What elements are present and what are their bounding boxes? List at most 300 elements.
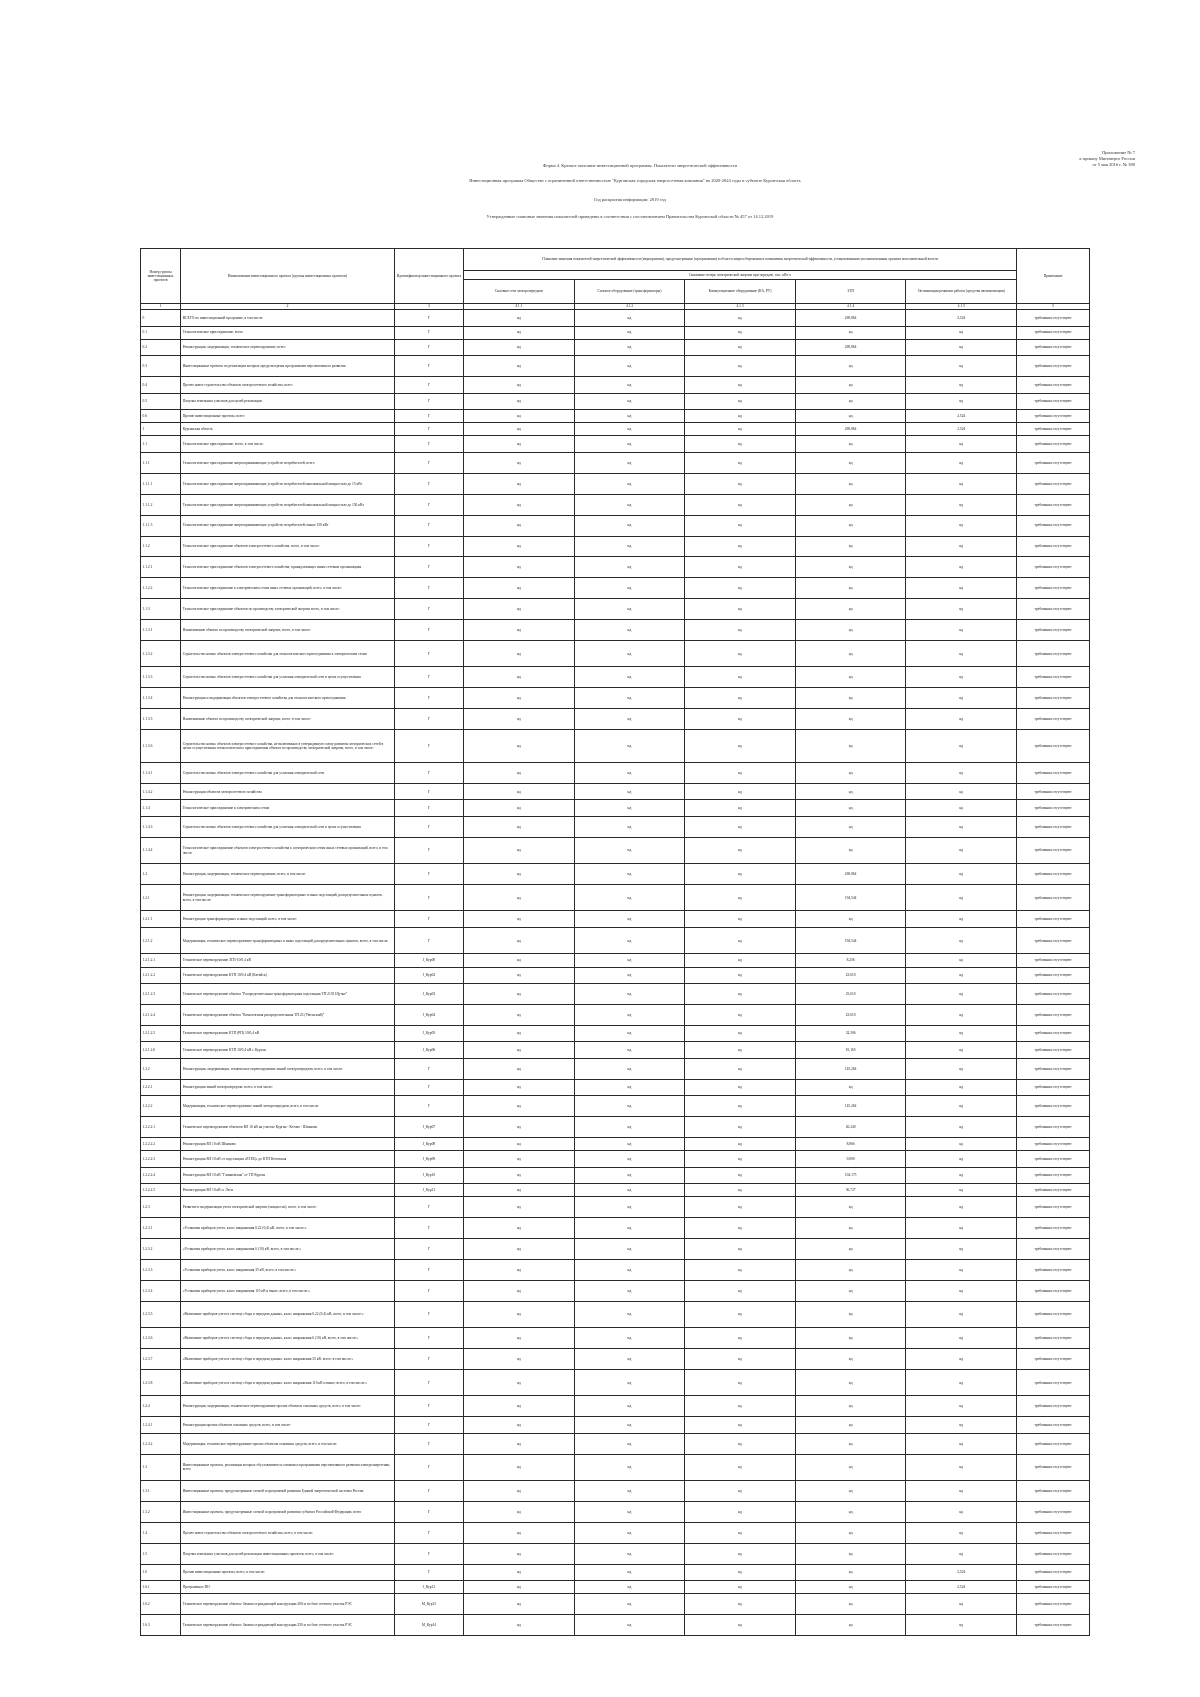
row-value-c2: нд — [574, 436, 685, 453]
table-row — [141, 1396, 1090, 1417]
row-id: Г — [394, 1501, 463, 1522]
row-value-c3: нд — [685, 864, 796, 885]
row-name: Реконструкция, модернизация, техническое перевооружение трансформаторных и иных подстанций, распределительных пунктов, всего, в том числе: — [181, 885, 395, 911]
row-value-c3: нд — [685, 984, 796, 1005]
row-value-c1: нд — [464, 1301, 575, 1327]
row-value-c5: нд — [906, 620, 1017, 641]
row-id: J_Кур12 — [394, 1581, 463, 1594]
row-name: Модернизация, техническое перевооружение прочих объектов основных средств, всего, в том числе: — [181, 1433, 395, 1454]
row-value-c1: нд — [464, 1417, 575, 1434]
row-value-c5: нд — [906, 667, 1017, 688]
row-note: требования отсутствуют — [1017, 1543, 1090, 1564]
row-value-c2: нд — [574, 783, 685, 800]
row-value-c4: нд — [795, 1396, 906, 1417]
row-value-c1: нд — [464, 984, 575, 1005]
row-value-c1: нд — [464, 1522, 575, 1543]
approval-line-3: от 5 мая 2016 г. № 380 — [1092, 162, 1135, 167]
row-note: требования отсутствуют — [1017, 1280, 1090, 1301]
row-number: 1.2.1.2.5 — [141, 1025, 181, 1042]
row-value-c2: нд — [574, 599, 685, 620]
row-id: Г — [394, 1328, 463, 1349]
row-value-c5: 2,524 — [906, 1581, 1017, 1594]
row-id: Г — [394, 1564, 463, 1581]
row-value-c3: нд — [685, 1594, 796, 1615]
row-value-c5: нд — [906, 709, 1017, 730]
row-value-c2: нд — [574, 763, 685, 784]
row-value-c5: нд — [906, 730, 1017, 763]
row-value-c5: нд — [906, 393, 1017, 410]
row-id: Г — [394, 1058, 463, 1079]
row-number: 1.2.1.2.2 — [141, 967, 181, 984]
row-name: Модернизация, техническое перевооружение линий электропередачи, всего, в том числе: — [181, 1096, 395, 1117]
row-name: Реконструкция, модернизация, техническое перевооружение прочих объектов основных средств, всего, в том числе: — [181, 1396, 395, 1417]
row-value-c2: нд — [574, 1079, 685, 1096]
row-value-c5: нд — [906, 1151, 1017, 1168]
row-value-c1: нд — [464, 783, 575, 800]
row-value-c5: нд — [906, 1301, 1017, 1327]
row-note: требования отсутствуют — [1017, 1004, 1090, 1025]
row-name: Реконструкция, модернизация, техническое перевооружение, всего, в том числе: — [181, 864, 395, 885]
row-note: требования отсутствуют — [1017, 620, 1090, 641]
row-value-c4: нд — [795, 1501, 906, 1522]
row-value-c3: нд — [685, 452, 796, 473]
row-value-c4: нд — [795, 1433, 906, 1454]
row-value-c5: нд — [906, 1004, 1017, 1025]
row-value-c2: нд — [574, 1151, 685, 1168]
row-name: Техническое перевооружение объекта "Комплектная распределительная ТП 23 (Увельский)" — [181, 1004, 395, 1025]
row-value-c1: нд — [464, 310, 575, 327]
row-note: требования отсутствуют — [1017, 800, 1090, 817]
row-value-c3: нд — [685, 763, 796, 784]
table-row — [141, 410, 1090, 423]
row-value-c3: нд — [685, 1239, 796, 1260]
row-value-c2: нд — [574, 1058, 685, 1079]
row-value-c2: нд — [574, 310, 685, 327]
row-name: Реконструкция линий электропередачи, всего, в том числе: — [181, 1079, 395, 1096]
row-value-c1: нд — [464, 1349, 575, 1370]
row-id: Г — [394, 1454, 463, 1480]
row-id: Г — [394, 730, 463, 763]
row-note: требования отсутствуют — [1017, 911, 1090, 928]
row-value-c5: нд — [906, 927, 1017, 953]
row-value-c4: 36,727 — [795, 1184, 906, 1197]
row-value-c3: нд — [685, 578, 796, 599]
row-note: требования отсутствуют — [1017, 1454, 1090, 1480]
row-value-c2: нд — [574, 954, 685, 967]
row-value-c5: нд — [906, 1501, 1017, 1522]
table-row — [141, 377, 1090, 394]
table-row — [141, 864, 1090, 885]
row-value-c1: нд — [464, 515, 575, 536]
row-number: 0.5 — [141, 393, 181, 410]
row-note: требования отсутствуют — [1017, 536, 1090, 557]
row-number: 1.1.4.4 — [141, 837, 181, 863]
row-value-c3: нд — [685, 1218, 796, 1239]
row-value-c3: нд — [685, 494, 796, 515]
year-line: Год раскрытия информации: 2019 год — [594, 197, 666, 202]
table-row — [141, 1042, 1090, 1059]
row-value-c5: нд — [906, 339, 1017, 356]
row-value-c4: нд — [795, 688, 906, 709]
row-value-c2: нд — [574, 1167, 685, 1184]
row-name: Реконструкция трансформаторных и иных подстанций, всего, в том числе: — [181, 911, 395, 928]
row-id: Г — [394, 1197, 463, 1218]
row-value-c5: нд — [906, 911, 1017, 928]
table-row — [141, 1543, 1090, 1564]
table-row — [141, 688, 1090, 709]
row-number: 1.2.3.8 — [141, 1370, 181, 1396]
row-note: требования отсутствуют — [1017, 423, 1090, 436]
row-value-c3: нд — [685, 1564, 796, 1581]
row-number: 0.3 — [141, 356, 181, 377]
row-number: 1.2.1 — [141, 885, 181, 911]
row-number: 1.2.2.2.4 — [141, 1167, 181, 1184]
row-value-c3: нд — [685, 620, 796, 641]
row-value-c5: 2,524 — [906, 423, 1017, 436]
row-value-c2: нд — [574, 494, 685, 515]
row-id: J_Кур07 — [394, 1117, 463, 1138]
row-id: Г — [394, 1260, 463, 1281]
table-row — [141, 393, 1090, 410]
table-row — [141, 1151, 1090, 1168]
row-note: требования отсутствуют — [1017, 984, 1090, 1005]
row-value-c2: нд — [574, 1581, 685, 1594]
row-name: «Установка приборов учета, класс напряжения 6 (10) кВ, всего, в том числе:» — [181, 1239, 395, 1260]
row-note: требования отсутствуют — [1017, 599, 1090, 620]
row-value-c5: нд — [906, 1328, 1017, 1349]
row-value-c2: нд — [574, 1280, 685, 1301]
row-name: Реконструкция объектов электросетевого хозяйства — [181, 783, 395, 800]
row-value-c5: нд — [906, 1433, 1017, 1454]
row-value-c1: нд — [464, 356, 575, 377]
row-value-c4: нд — [795, 640, 906, 666]
row-id: J_Кур11 — [394, 1184, 463, 1197]
row-value-c2: нд — [574, 1004, 685, 1025]
row-value-c2: нд — [574, 1197, 685, 1218]
row-note: требования отсутствуют — [1017, 1058, 1090, 1079]
row-value-c4: нд — [795, 1615, 906, 1636]
row-number: 1.2.1.2.1 — [141, 954, 181, 967]
row-id: J_Кур10 — [394, 1167, 463, 1184]
row-name: «Установка приборов учета, класс напряжения 110 кВ и выше, всего, в том числе:» — [181, 1280, 395, 1301]
row-name: Технологическое присоединение к электрическим сетям иных сетевых организаций, всего, в том числе: — [181, 578, 395, 599]
row-value-c1: нд — [464, 1328, 575, 1349]
row-value-c2: нд — [574, 473, 685, 494]
table-row — [141, 885, 1090, 911]
row-note: требования отсутствуют — [1017, 1564, 1090, 1581]
table-row — [141, 640, 1090, 666]
row-number: 1.6.3 — [141, 1615, 181, 1636]
row-value-c4: 145,264 — [795, 1096, 906, 1117]
row-value-c3: нд — [685, 1370, 796, 1396]
row-value-c2: нд — [574, 1138, 685, 1151]
row-note: требования отсутствуют — [1017, 688, 1090, 709]
header-group-number: Номер группы инвестиционных проектов — [141, 249, 181, 304]
row-name: Прочие инвестиционные проекты, всего — [181, 410, 395, 423]
row-number: 1.2.3.3 — [141, 1260, 181, 1281]
table-row — [141, 667, 1090, 688]
row-value-c3: нд — [685, 1454, 796, 1480]
row-id: J_Кур05 — [394, 1025, 463, 1042]
row-value-c5: нд — [906, 1280, 1017, 1301]
row-name: Строительство новых объектов электросетевого хозяйства, не включенных в утвержденную схему развития электрических сетей в целях осуществления технологического присоединения объекта по производству электрической энергии, всего, в том числе: — [181, 730, 395, 763]
row-note: требования отсутствуют — [1017, 1096, 1090, 1117]
table-row — [141, 557, 1090, 578]
table-row — [141, 599, 1090, 620]
row-id: Г — [394, 709, 463, 730]
row-name: Технологическое присоединение энергопринимающих устройств потребителей, всего — [181, 452, 395, 473]
row-value-c4: нд — [795, 1581, 906, 1594]
row-value-c4: нд — [795, 1197, 906, 1218]
row-name: «Установка приборов учета, класс напряжения 35 кВ, всего, в том числе:» — [181, 1260, 395, 1281]
row-value-c5: нд — [906, 1218, 1017, 1239]
row-value-c5: нд — [906, 599, 1017, 620]
row-note: требования отсутствуют — [1017, 1239, 1090, 1260]
row-value-c4: 194,544 — [795, 927, 906, 953]
table-row — [141, 1184, 1090, 1197]
row-value-c5: нд — [906, 816, 1017, 837]
row-value-c2: нд — [574, 730, 685, 763]
row-number: 1.1 — [141, 436, 181, 453]
row-value-c3: нд — [685, 339, 796, 356]
row-value-c3: нд — [685, 599, 796, 620]
row-value-c4: нд — [795, 1370, 906, 1396]
table-row — [141, 927, 1090, 953]
row-value-c1: нд — [464, 423, 575, 436]
row-value-c2: нд — [574, 1417, 685, 1434]
row-value-c4: нд — [795, 1522, 906, 1543]
row-value-c4: 269,864 — [795, 864, 906, 885]
row-value-c2: нд — [574, 557, 685, 578]
row-value-c2: нд — [574, 667, 685, 688]
row-value-c4: 194,544 — [795, 885, 906, 911]
row-value-c1: нд — [464, 536, 575, 557]
row-value-c1: нд — [464, 452, 575, 473]
row-note: требования отсутствуют — [1017, 1184, 1090, 1197]
row-number: 1.4 — [141, 1522, 181, 1543]
row-value-c2: нд — [574, 1564, 685, 1581]
row-value-c5: нд — [906, 1025, 1017, 1042]
row-name: Реконструкция ВЛ 10 кВ Шмаково — [181, 1138, 395, 1151]
table-row — [141, 356, 1090, 377]
row-value-c4: 23,610 — [795, 1004, 906, 1025]
row-note: требования отсутствуют — [1017, 1117, 1090, 1138]
row-value-c3: нд — [685, 1349, 796, 1370]
row-note: требования отсутствуют — [1017, 1522, 1090, 1543]
table-row — [141, 1197, 1090, 1218]
row-id: Г — [394, 1349, 463, 1370]
row-value-c3: нд — [685, 1058, 796, 1079]
row-value-c4: нд — [795, 730, 906, 763]
row-note: требования отсутствуют — [1017, 1501, 1090, 1522]
row-value-c4: нд — [795, 536, 906, 557]
table-row — [141, 1454, 1090, 1480]
row-value-c1: нд — [464, 393, 575, 410]
row-number: 1.1.3.4 — [141, 688, 181, 709]
row-value-c1: нд — [464, 730, 575, 763]
row-id: M_Кур13 — [394, 1594, 463, 1615]
row-name: «Установка приборов учета, класс напряжения 0,22 (0,4) кВ, всего, в том числе:» — [181, 1218, 395, 1239]
row-value-c3: нд — [685, 1151, 796, 1168]
row-value-c4: нд — [795, 1349, 906, 1370]
row-value-c4: 145,264 — [795, 1058, 906, 1079]
table-row — [141, 339, 1090, 356]
table-row — [141, 1615, 1090, 1636]
row-name: Инвестиционные проекты, предусмотренные схемой и программой развития Единой энергетической системы России — [181, 1481, 395, 1502]
row-name: Техническое перевооружение объектов ВЛ 10 кВ на участке Курган - Кетово - Шмаково — [181, 1117, 395, 1138]
row-id: J_Кур04 — [394, 1004, 463, 1025]
table-row — [141, 730, 1090, 763]
row-value-c5: нд — [906, 1197, 1017, 1218]
row-value-c2: нд — [574, 1239, 685, 1260]
row-name: Техническое перевооружение КТП 10/0,4 кВ (Катайск) — [181, 967, 395, 984]
table-row — [141, 1096, 1090, 1117]
row-name: Программное ПО — [181, 1581, 395, 1594]
row-value-c4: нд — [795, 1280, 906, 1301]
row-value-c4: 8,256 — [795, 954, 906, 967]
row-name: Инвестиционные проекты по реализации которых предусмотрены программами перспективного развития — [181, 356, 395, 377]
row-note: требования отсутствуют — [1017, 709, 1090, 730]
table-row — [141, 1117, 1090, 1138]
row-value-c2: нд — [574, 1301, 685, 1327]
row-value-c3: нд — [685, 927, 796, 953]
row-value-c3: нд — [685, 783, 796, 800]
row-id: Г — [394, 1301, 463, 1327]
row-id: Г — [394, 436, 463, 453]
row-value-c1: нд — [464, 1117, 575, 1138]
table-row — [141, 1594, 1090, 1615]
row-name: Технологическое присоединение, всего, в том числе: — [181, 436, 395, 453]
row-name: Технологическое присоединение энергопринимающих устройств потребителей максимальной мощностью до 15 кВт — [181, 473, 395, 494]
row-value-c5: нд — [906, 954, 1017, 967]
row-id: Г — [394, 1218, 463, 1239]
row-note: требования отсутствуют — [1017, 1349, 1090, 1370]
row-value-c4: 0,000 — [795, 1151, 906, 1168]
row-number: 1.2.3 — [141, 1197, 181, 1218]
table-row — [141, 1239, 1090, 1260]
row-id: Г — [394, 1543, 463, 1564]
row-value-c1: нд — [464, 1280, 575, 1301]
numbering-cell: 4.1.4 — [795, 304, 906, 310]
row-value-c2: нд — [574, 984, 685, 1005]
row-value-c3: нд — [685, 911, 796, 928]
row-id: Г — [394, 640, 463, 666]
row-value-c1: нд — [464, 494, 575, 515]
row-note: требования отсутствуют — [1017, 783, 1090, 800]
row-value-c3: нд — [685, 837, 796, 863]
row-value-c1: нд — [464, 1025, 575, 1042]
table-row — [141, 1417, 1090, 1434]
row-value-c1: нд — [464, 1581, 575, 1594]
row-number: 1.1.4.3 — [141, 816, 181, 837]
header-note: Примечание — [1017, 249, 1090, 304]
row-value-c1: нд — [464, 837, 575, 863]
row-value-c4: нд — [795, 1454, 906, 1480]
row-value-c4: нд — [795, 452, 906, 473]
row-value-c5: нд — [906, 984, 1017, 1005]
row-value-c3: нд — [685, 640, 796, 666]
row-value-c2: нд — [574, 1615, 685, 1636]
row-value-c3: нд — [685, 326, 796, 339]
row-value-c4: 8,866 — [795, 1138, 906, 1151]
table-row — [141, 1025, 1090, 1042]
table-row — [141, 1301, 1090, 1327]
row-name: Модернизация, техническое перевооружение трансформаторных и иных подстанций, распределительных пунктов, всего, в том числе: — [181, 927, 395, 953]
row-value-c5: нд — [906, 800, 1017, 817]
row-value-c1: нд — [464, 816, 575, 837]
row-number: 1.2.4.2 — [141, 1433, 181, 1454]
row-value-c4: нд — [795, 410, 906, 423]
row-note: требования отсутствуют — [1017, 1260, 1090, 1281]
row-note: требования отсутствуют — [1017, 730, 1090, 763]
row-number: 1.2.1.1 — [141, 911, 181, 928]
row-value-c4: нд — [795, 1564, 906, 1581]
row-name: Инвестиционные проекты, реализация которых обуславливается схемами и программами перспективного развития электроэнергетики, всего — [181, 1454, 395, 1480]
row-id: Г — [394, 885, 463, 911]
row-number: 1.2.2.2 — [141, 1096, 181, 1117]
row-number: 1.1.4.1 — [141, 763, 181, 784]
row-value-c2: нд — [574, 837, 685, 863]
row-value-c2: нд — [574, 864, 685, 885]
row-name: Реконструкция и модернизация объектов электросетевого хозяйства для технологического присоединения — [181, 688, 395, 709]
row-name: Строительство новых объектов электросетевого хозяйства для усиления электрической сети — [181, 763, 395, 784]
row-id: Г — [394, 1239, 463, 1260]
row-value-c5: нд — [906, 783, 1017, 800]
row-id: Г — [394, 837, 463, 863]
row-value-c5: 2,524 — [906, 1564, 1017, 1581]
row-value-c3: нд — [685, 310, 796, 327]
row-id: Г — [394, 410, 463, 423]
row-id: Г — [394, 515, 463, 536]
row-value-c3: нд — [685, 1025, 796, 1042]
row-number: 0.6 — [141, 410, 181, 423]
row-name: Технологическое присоединение объектов электросетевого хозяйства, принадлежащих иным сетевым организациям — [181, 557, 395, 578]
row-name: «Включение приборов учета в систему сбора и передачи данных, класс напряжения 0,22 (0,4) кВ, всего, в том числе:» — [181, 1301, 395, 1327]
row-note: требования отсутствуют — [1017, 1197, 1090, 1218]
row-name: Реконструкция ВЛ 10 кВ "Глинковская" от ТП Курган — [181, 1167, 395, 1184]
row-value-c4: нд — [795, 1218, 906, 1239]
row-name: Техническое перевооружение КТП 10/0,4 кВ г. Курган — [181, 1042, 395, 1059]
row-value-c1: нд — [464, 1481, 575, 1502]
row-value-c4: нд — [795, 763, 906, 784]
row-value-c2: нд — [574, 536, 685, 557]
row-name: Строительство новых объектов электросетевого хозяйства для технологического присоединения к электрическим сетям — [181, 640, 395, 666]
table-row — [141, 515, 1090, 536]
row-value-c2: нд — [574, 1454, 685, 1480]
row-number: 1.3.1 — [141, 1481, 181, 1502]
row-number: 1.2.1.2.4 — [141, 1004, 181, 1025]
row-id: Г — [394, 339, 463, 356]
row-value-c1: нд — [464, 1079, 575, 1096]
row-number: 1.1.3.3 — [141, 667, 181, 688]
header-c2: Силовое оборудование (трансформаторы) — [574, 280, 685, 304]
table-row — [141, 1058, 1090, 1079]
row-value-c5: нд — [906, 436, 1017, 453]
row-id: Г — [394, 1396, 463, 1417]
row-value-c2: нд — [574, 1396, 685, 1417]
row-value-c3: нд — [685, 356, 796, 377]
row-value-c1: нд — [464, 1564, 575, 1581]
row-value-c2: нд — [574, 1218, 685, 1239]
row-value-c3: нд — [685, 1079, 796, 1096]
row-value-c5: нд — [906, 1454, 1017, 1480]
row-value-c2: нд — [574, 393, 685, 410]
row-number: 1.2.4 — [141, 1396, 181, 1417]
row-value-c3: нд — [685, 800, 796, 817]
row-value-c4: нд — [795, 709, 906, 730]
row-value-c4: нд — [795, 620, 906, 641]
row-note: требования отсутствуют — [1017, 1151, 1090, 1168]
